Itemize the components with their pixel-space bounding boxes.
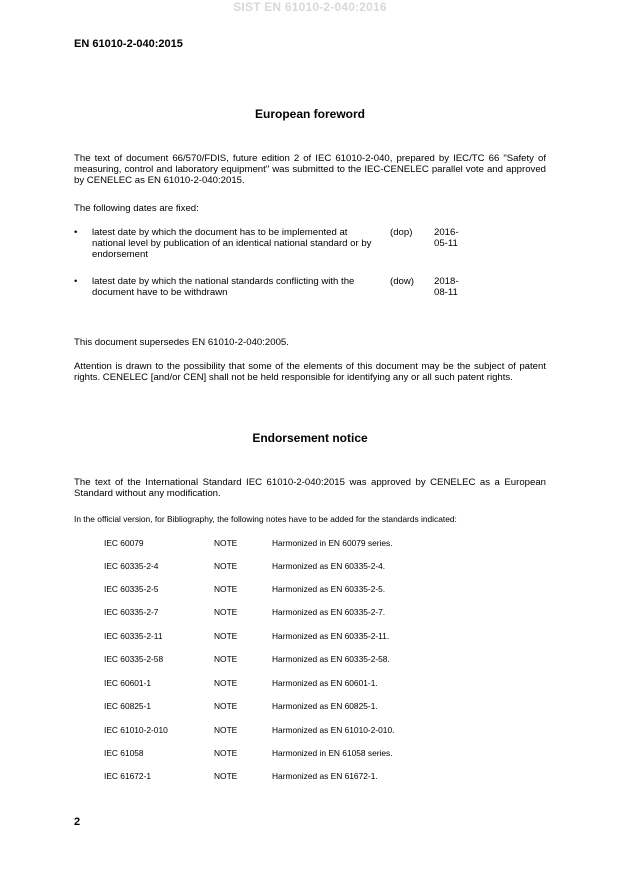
note-label: NOTE (214, 678, 238, 688)
note-text: Harmonized as EN 60335-2-58. (272, 654, 390, 664)
date-item-code: (dop) (390, 227, 413, 238)
note-text: Harmonized as EN 60601-1. (272, 678, 378, 688)
date-item-text: latest date by which the document has to be implemented at national level by publication of an identical national standard or by endorsement (92, 227, 372, 260)
note-standard: IEC 61672-1 (104, 771, 152, 781)
document-id: EN 61010-2-040:2015 (74, 38, 183, 50)
note-standard: IEC 60079 (104, 538, 144, 548)
endorsement-text: The text of the International Standard IEC 61010-2-040:2015 was approved by CENELEC as a European Standard without any modification. (74, 477, 546, 499)
note-label: NOTE (214, 701, 238, 711)
note-text: Harmonized as EN 60335-2-5. (272, 584, 386, 594)
note-standard: IEC 60335-2-58 (104, 654, 164, 664)
note-standard: IEC 60335-2-5 (104, 584, 159, 594)
note-label: NOTE (214, 584, 238, 594)
date-item-date: 2016-05-11 (434, 227, 459, 249)
bibliography-intro: In the official version, for Bibliography, the following notes have to be added for the standards indicated: (74, 514, 457, 524)
note-standard: IEC 60825-1 (104, 701, 152, 711)
note-label: NOTE (214, 725, 238, 735)
note-text: Harmonized as EN 60335-2-11. (272, 631, 390, 641)
foreword-title: European foreword (254, 107, 365, 121)
note-standard: IEC 61058 (104, 748, 144, 758)
watermark: SIST EN 61010-2-040:2016 (233, 0, 387, 14)
note-text: Harmonized as EN 61672-1. (272, 771, 378, 781)
note-label: NOTE (214, 748, 238, 758)
date-item-text: latest date by which the national standards conflicting with the document have to be withdrawn (92, 276, 355, 298)
note-text: Harmonized as EN 60335-2-7. (272, 607, 386, 617)
note-text: Harmonized in EN 60079 series. (272, 538, 393, 548)
bullet-icon: • (74, 276, 78, 287)
page-number: 2 (74, 816, 81, 828)
note-label: NOTE (214, 607, 238, 617)
note-standard: IEC 60335-2-11 (104, 631, 163, 641)
note-standard: IEC 60335-2-7 (104, 607, 159, 617)
note-label: NOTE (214, 561, 238, 571)
note-text: Harmonized as EN 60335-2-4. (272, 561, 386, 571)
note-standard: IEC 61010-2-010 (104, 725, 168, 735)
note-label: NOTE (214, 538, 238, 548)
note-standard: IEC 60335-2-4 (104, 561, 159, 571)
supersedes-text: This document supersedes EN 61010-2-040:2005. (74, 337, 289, 348)
date-item-date: 2018-08-11 (434, 276, 459, 298)
date-item-code: (dow) (390, 276, 414, 287)
note-label: NOTE (214, 654, 238, 664)
bullet-icon: • (74, 227, 78, 238)
note-text: Harmonized in EN 61058 series. (272, 748, 393, 758)
note-standard: IEC 60601-1 (104, 678, 152, 688)
note-label: NOTE (214, 771, 238, 781)
foreword-intro: The text of document 66/570/FDIS, future edition 2 of IEC 61010-2-040, prepared by IEC/TC 66 "Safety of measuring, control and laboratory equipment" was submitted to the IEC-CENELEC parallel vote and approved by CENELEC as EN 61010-2-040:2015. (74, 153, 546, 186)
attention-text: Attention is drawn to the possibility that some of the elements of this document may be the subject of patent rights. CENELEC [and/or CEN] shall not be held responsible for identifying any or all such patent rights. (74, 361, 546, 383)
endorsement-title: Endorsement notice (252, 431, 368, 445)
note-text: Harmonized as EN 60825-1. (272, 701, 378, 711)
note-text: Harmonized as EN 61010-2-010. (272, 725, 395, 735)
dates-intro: The following dates are fixed: (74, 203, 199, 214)
note-label: NOTE (214, 631, 238, 641)
